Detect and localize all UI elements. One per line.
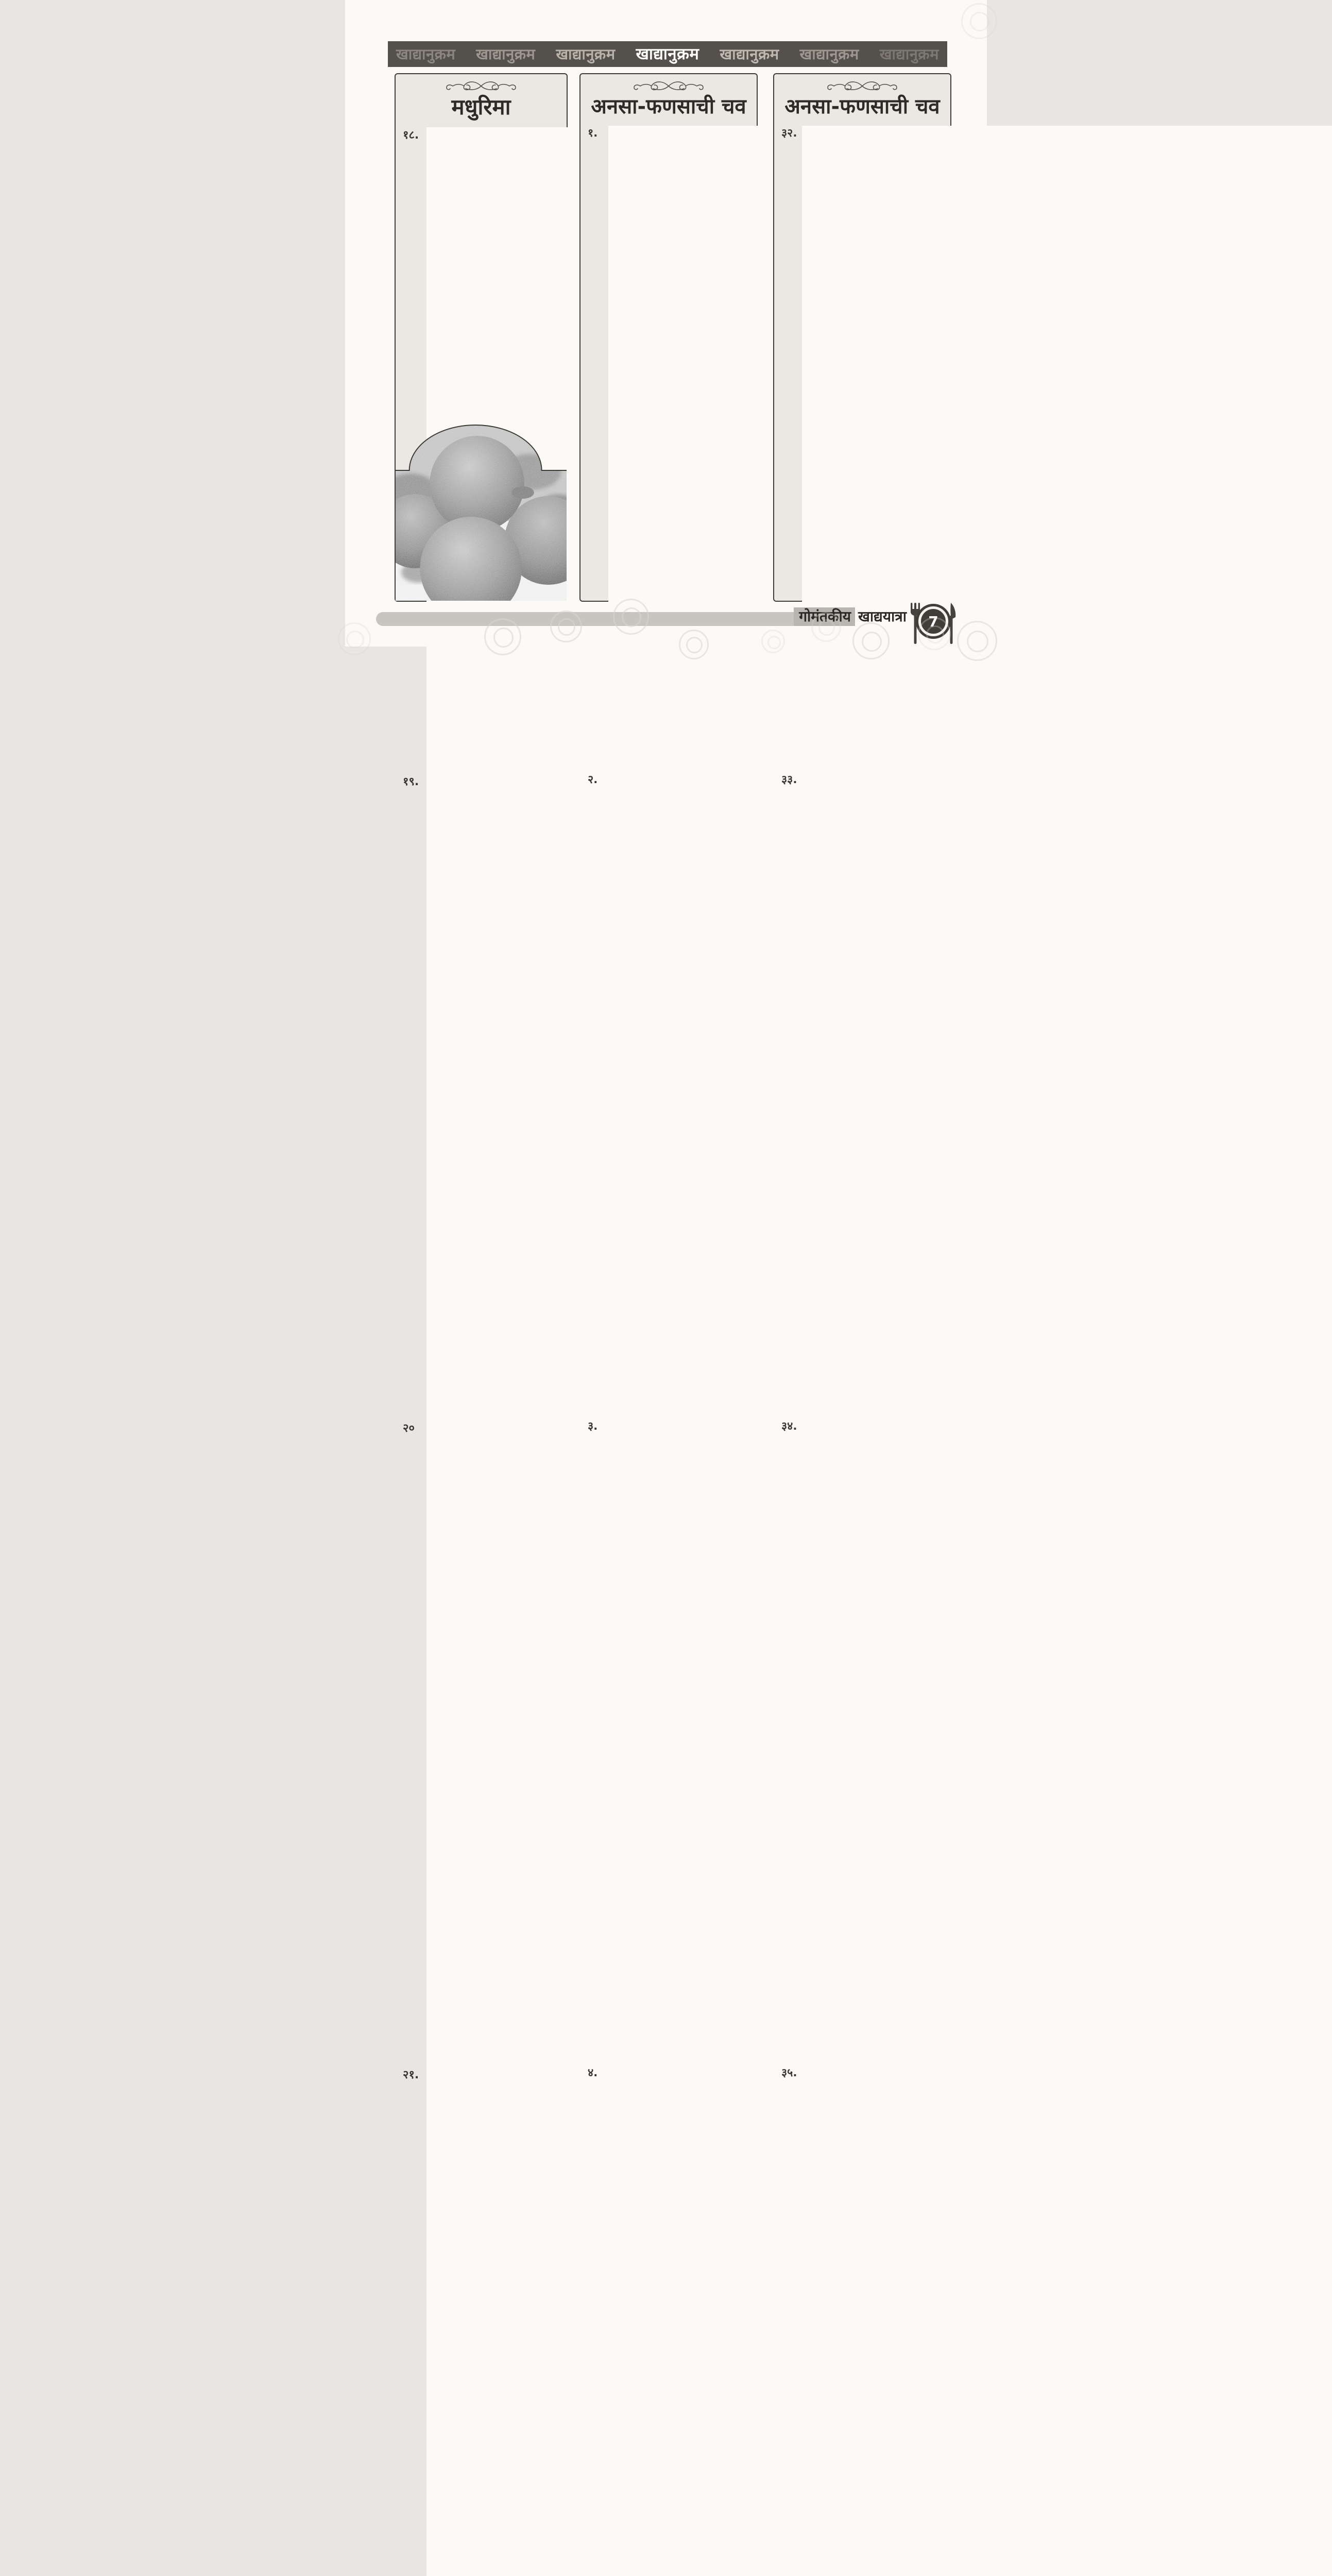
item-number: ४. [588, 2065, 608, 2080]
ring-ornament-icon [852, 622, 890, 659]
footer-bar [376, 612, 796, 626]
toc-row [403, 2067, 560, 2576]
banner-word: खाद्यानुक्रम [800, 47, 859, 62]
column-title: अनसा-फणसाची चव [580, 94, 757, 120]
toc-row [403, 774, 560, 1420]
item-number: ३२. [781, 126, 802, 141]
item-number: ३३. [781, 772, 802, 787]
ring-ornament-icon [679, 630, 709, 659]
ring-ornament-icon [961, 3, 997, 39]
toc-column [579, 73, 758, 602]
toc-row [781, 126, 944, 772]
toc-row [588, 2065, 750, 2576]
item-number: २० [403, 1420, 426, 1437]
item-number: ३४. [781, 1419, 802, 1434]
ring-ornament-icon [613, 599, 649, 635]
toc-column [773, 73, 951, 602]
series-title-highlight: गोमंतकीय [794, 607, 855, 626]
item-number: ३५. [781, 2065, 802, 2080]
item-page [802, 1419, 1332, 2065]
banner-word: खाद्यानुक्रम [720, 47, 779, 62]
toc-column [395, 73, 568, 602]
toc-list [580, 125, 757, 2576]
banner-word: खाद्यानुक्रम [556, 47, 615, 62]
toc-row [588, 126, 750, 772]
flourish-ornament-icon [625, 79, 712, 93]
ring-ornament-icon [484, 618, 521, 655]
banner [388, 41, 947, 67]
ring-ornament-icon [761, 630, 785, 653]
banner-word: खाद्यानुक्रम [880, 47, 939, 62]
item-page [802, 2065, 1332, 2576]
flourish-ornament-icon [437, 79, 525, 93]
ring-ornament-icon [550, 611, 582, 642]
toc-row [588, 1419, 750, 2065]
item-number: १. [588, 126, 608, 141]
flourish-ornament-icon [818, 79, 906, 93]
book-series-title [794, 608, 907, 625]
item-page [802, 772, 1332, 1419]
ring-ornament-icon [957, 621, 997, 661]
toc-row [781, 772, 944, 1419]
toc-row [403, 1420, 560, 2067]
ring-ornament-icon [918, 617, 951, 650]
banner-word: खाद्यानुक्रम [476, 47, 535, 62]
book-index-page [345, 0, 987, 647]
page-number: 7 [928, 613, 938, 630]
toc-row [781, 1419, 944, 2065]
ring-ornament-icon [811, 612, 841, 642]
item-page [802, 126, 1332, 772]
item-number: १९. [403, 774, 426, 791]
banner-word: खाद्यानुक्रम [396, 47, 455, 62]
column-title: अनसा-फणसाची चव [774, 94, 950, 120]
toc-row [781, 2065, 944, 2576]
item-number: ३. [588, 1419, 608, 1434]
toc-list [774, 125, 950, 2576]
series-title-rest: खाद्ययात्रा [855, 608, 907, 625]
item-number: २१. [403, 2067, 426, 2084]
knife-icon [950, 603, 956, 644]
item-number: २. [588, 772, 608, 787]
toc-row [588, 772, 750, 1419]
banner-word: खाद्यानुक्रम [636, 46, 699, 62]
laddu-photo [396, 423, 567, 601]
item-number: १८. [403, 127, 426, 144]
ring-ornament-icon [338, 622, 371, 655]
column-title: मधुरिमा [396, 94, 567, 121]
